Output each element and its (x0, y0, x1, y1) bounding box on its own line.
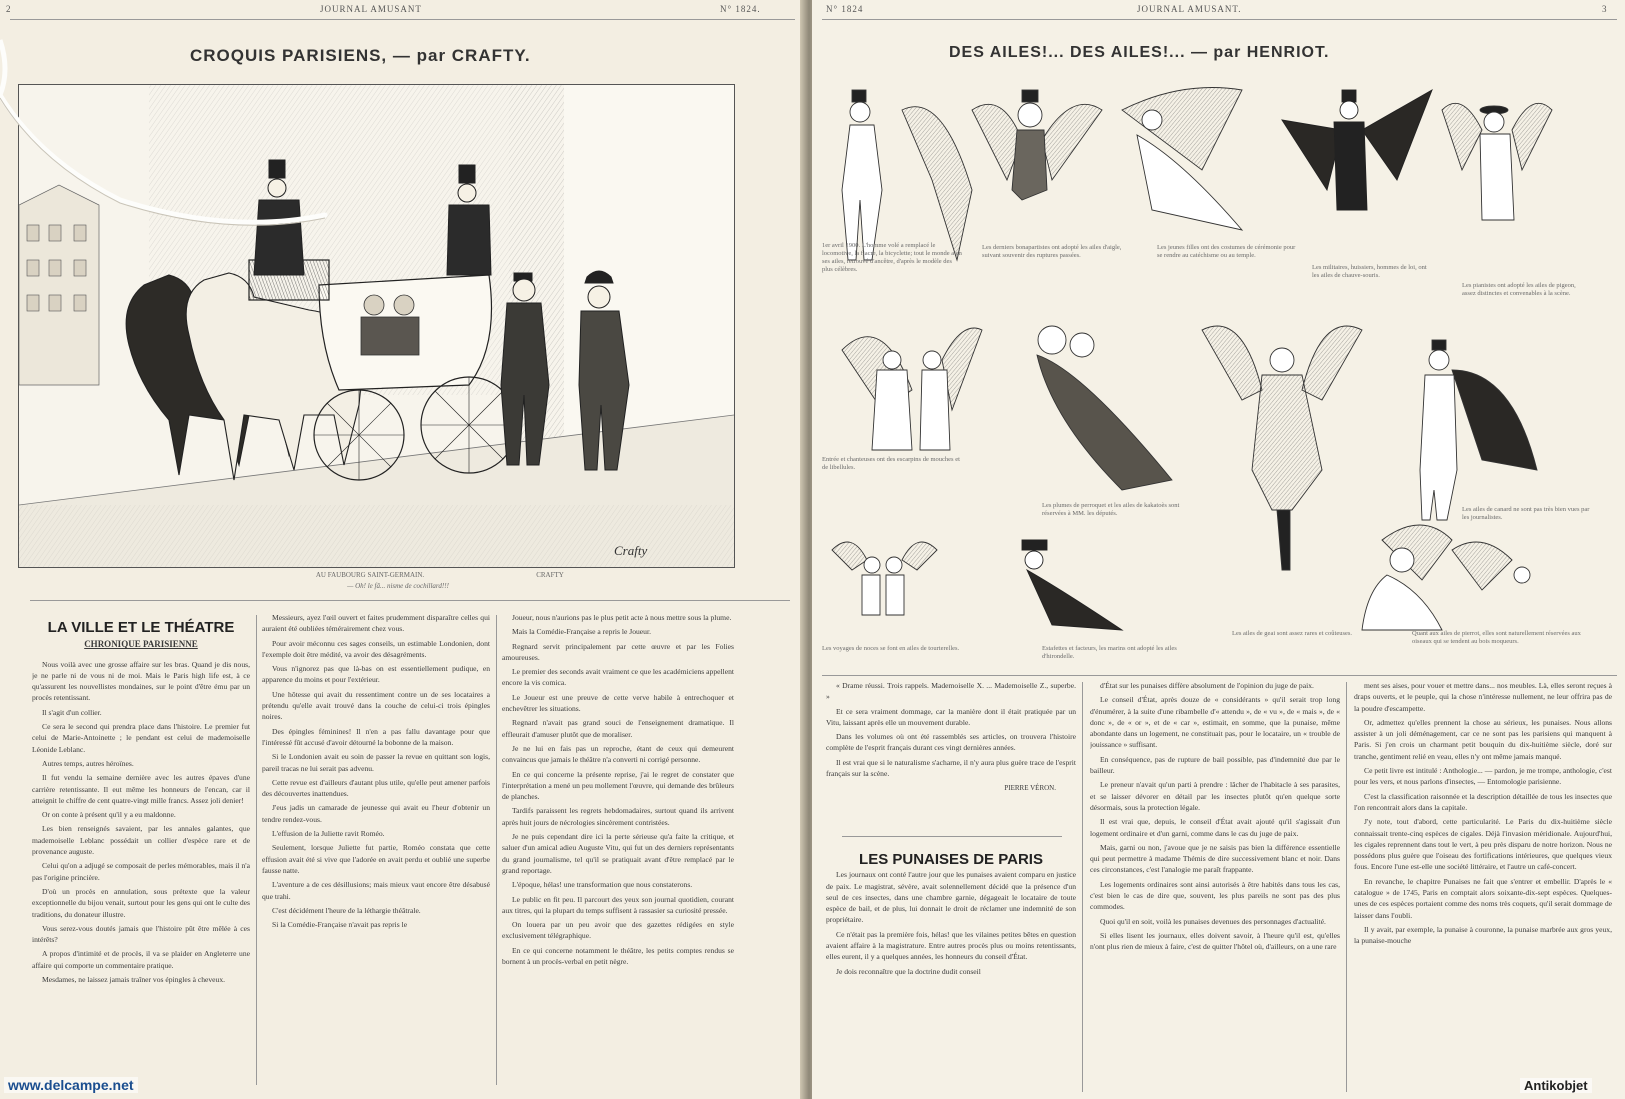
right-issue-number: N° 1824 (826, 4, 864, 14)
paragraph: L'époque, hélas! une transformation que nous constaterons. (512, 880, 693, 890)
paragraph: Je ne lui en fais pas un reproche, étant de ceux qui demeurent convaincus que jamais le théâtre n'a converti ni corrigé personne. (502, 743, 734, 765)
panel-caption-13: Quant aux ailes de pierrot, elles sont naturellement réservées aux oiseaux qui se tendent au bois moqueurs. (1412, 630, 1581, 645)
paragraph: Il est vrai que si le naturalisme s'acharne, il n'y aura plus guère trace de l'esprit français sur la scène. (826, 757, 1076, 779)
punaises-column-3 (1354, 680, 1612, 1092)
paragraph: Il y avait, par exemple, la punaise à couronne, la punaise marbrée aux gros yeux, la punaise-mouche (1354, 924, 1612, 946)
panels-rule (822, 675, 1617, 676)
section-title-croquis: CROQUIS PARISIENS, — par CRAFTY. (190, 46, 531, 65)
wings-cartoon-panels (822, 70, 1622, 670)
panel-caption-4: Les militaires, huissiers, hommes de loi, ont les ailes de chauve-souris. (1312, 264, 1427, 279)
left-page-number: 2 (6, 4, 12, 14)
crafty-signature: Crafty (614, 543, 648, 558)
paragraph: Il s'agit d'un collier. (42, 707, 102, 717)
article-subtitle-chronique: CHRONIQUE PARISIENNE (84, 639, 198, 650)
paragraph: Seulement, lorsque Juliette fut partie, Roméo constata que cette effusion avait été si vive que l'adorée en avait perdu et oublié une superbe fausse natte. (262, 843, 490, 875)
paragraph: En conséquence, pas de rupture de bail possible, pas d'indemnité due par le bailleur. (1090, 754, 1340, 776)
paragraph: Vous n'ignorez pas que là-bas on est essentiellement pudique, en apparence du moins et pour l'extérieur. (262, 664, 490, 685)
header-rule (822, 19, 1617, 20)
paragraph: Joueur, nous n'aurions pas le plus petit acte à nous mettre sous la plume. (512, 613, 732, 622)
paragraph: Messieurs, ayez l'œil ouvert et faites prudemment disparaître celles qui auraient été oubliées témérairement chez vous. (262, 613, 490, 634)
paragraph: Une hôtesse qui avait du ressentiment contre un de ses locataires a prétendu qu'elle avait trouvé dans la couche de celui-ci trois épingles noires. (262, 689, 490, 722)
paragraph: En revanche, le chapitre Punaises ne fait que s'entrer et embellir. D'après le « catalogue » de 1745, Paris en comptait alors soixante-dix-sept espèces. Quelques-unes de ces espèces portaient comme des noms très coquets, qu'il serait dommage de laisser dans l'oubli. (1354, 876, 1612, 920)
paragraph: Si le Londonien avait eu soin de passer la revue en quittant son logis, pareil tracas ne lui serait pas advenu. (262, 752, 490, 773)
panel-caption-12: Les ailes de geai sont assez rares et coûteuses. (1232, 630, 1353, 637)
paragraph: Le conseil d'État, après douze de « considérants » qu'il serait trop long d'énumérer, à la suite d'une ribambelle d'« attendu », de « vu », de « mais », de « donc », de « or », et de « car », estimait, en somme, que la punaise, même abondante dans un logement, ne constituait pas, pour le locataire, un « trouble de jouissance » suffisant. (1090, 695, 1340, 750)
paragraph: J'y note, tout d'abord, cette particularité. Le Paris du dix-huitième siècle connaissait trente-cinq espèces de cigales. Déjà l'invasion méridionale. Aujourd'hui, les cigales reprennent dans tout le vert, à peu près disparu de notre horizon. Nous ne possédons plus guère que l'oiseau des fortifications intérieures, que quelques vieux fous. Encore l'une est-elle une société littéraire, et l'autre un café-concert. (1354, 817, 1612, 872)
column-divider (1346, 682, 1347, 1092)
column-divider (1082, 682, 1083, 1092)
paragraph: Les logements ordinaires sont ainsi autorisés à être habités dans tous les cas, c'est bien le cas de dire que, souvent, les plus pareils ne sont pas des plus commodes. (1090, 879, 1340, 912)
paragraph: D'où un procès en annulation, sous prétexte que la valeur exceptionnelle du bijou venait, surtout pour les gens qui ont le culte des traditions, du donateur illustre. (32, 886, 250, 919)
paragraph: En ce qui concerne notamment le théâtre, les petits comptes rendus se bornent à un procès-verbal en petit nègre. (502, 945, 734, 967)
column-divider (496, 615, 497, 1085)
article-title-punaises: LES PUNAISES DE PARIS (859, 851, 1043, 868)
panel-caption-5: Les pianistes ont adopté les ailes de pigeon, assez distinctes et convenables à la scène. (1462, 282, 1576, 297)
right-running-title: JOURNAL AMUSANT. (1137, 4, 1242, 14)
paragraph: Ce n'était pas la première fois, hélas! que les vilaines petites bêtes en question avaient affaire à la magistrature. Entre autres procès plus ou moins retentissants, elles eurent, il y a quelques années, les honneurs du conseil d'État. (826, 929, 1076, 962)
paragraph: Il est vrai que, depuis, le conseil d'État avait ajouté qu'il s'agissait d'un logement ordinaire et d'un garni, comme dans le cas du juge de paix. (1090, 817, 1340, 838)
chronicle-continuation (826, 680, 1076, 828)
paragraph: Et ce sera vraiment dommage, car la manière dont il était pratiquée par un Vitu, laissant après elle un mouvement durable. (826, 706, 1076, 727)
paragraph: Cette revue est d'ailleurs d'autant plus utile, qu'elle peut amener parfois des découvertes inattendues. (262, 777, 490, 799)
paragraph: Il fut vendu la semaine dernière avec les autres épaves d'une carrière retentissante. Il eut même les honneurs de l'encan, car il atteignit le chiffre de cent quatre-vingt mille francs. Assez joli denier! (32, 773, 250, 805)
paragraph: Dans les volumes où ont été rassemblés ses articles, on trouvera l'histoire complète de l'esprit français durant ces vingt dernières années. (826, 732, 1076, 753)
punaises-column-1 (826, 842, 1076, 1092)
paragraph: « Drame réussi. Trois rappels. Mademoiselle X. ... Mademoiselle Z., superbe. » (826, 681, 1076, 702)
plate-credit: CRAFTY (536, 571, 564, 579)
paragraph: Pour avoir méconnu ces sages conseils, un estimable Londonien, dont l'exemple doit être médité, va avoir des désagréments. (262, 638, 490, 659)
chronicle-column-2 (262, 612, 490, 1088)
paragraph: Les bien renseignés savaient, par les annales galantes, que mademoiselle Leblanc possédait un collier d'espèce rare et de provenance auguste. (32, 824, 250, 857)
paragraph: Le Joueur est une preuve de cette verve habile à entrechoquer et enchevêtrer les situations. (502, 692, 734, 714)
plate-caption-1: AU FAUBOURG SAINT-GERMAIN. (315, 571, 425, 579)
right-page (812, 0, 1625, 1099)
column-divider (256, 615, 257, 1085)
plate-caption-2: — Oh! le fâ... nisme de cochillard!!! (347, 582, 449, 590)
paragraph: Je dois reconnaître que la doctrine dudit conseil (836, 966, 981, 976)
paragraph: Mais la Comédie-Française a repris le Joueur. (512, 627, 651, 637)
author-signature: PIERRE VÉRON. (1004, 784, 1056, 793)
paragraph: ment ses aises, pour vouer et mettre dans... nos meubles. Là, elles seront reçues à draps ouverts, et le peuple, qui la chose n'intéresse nullement, ne leur offrira pas de la poudre d'escampette. (1354, 681, 1612, 713)
paragraph: Ce sera le second qui prendra place dans l'histoire. Le premier fut celui de Marie-Antoinette ; le pendant est celui de mademoiselle Léonide Leblanc. (32, 722, 250, 754)
paragraph: d'État sur les punaises diffère absolument de l'opinion du juge de paix. (1100, 681, 1314, 690)
paragraph: Autres temps, autres héroïnes. (42, 758, 134, 768)
panel-caption-6: Entrée et chanteuses ont des escarpins de mouches et de libellules. (822, 456, 960, 471)
paragraph: Or, admettez qu'elles prennent la chose au sérieux, les punaises. Nous allons assister à un joli déménagement, car ce ne sont pas les parisiens qui manquent à Paris. Si j'en crois un charmant petit bouquin du dix-huitième siècle, doré sur tranche, gentiment relié en veau, elles n'y ont même jamais manqué. (1354, 717, 1612, 761)
chronicle-column-3 (502, 612, 734, 1088)
left-running-title: JOURNAL AMUSANT (320, 4, 422, 14)
paragraph: L'effusion de la Juliette ravit Roméo. (272, 829, 385, 839)
paragraph: Des épingles féminines! Il n'en a pas fallu davantage pour que l'intéressé fût accusé d'avoir détourné la bobonne de la maison. (262, 726, 490, 747)
paragraph: Mesdames, ne laissez jamais traîner vos épingles à cheveux. (42, 975, 226, 985)
paragraph: Le public en fit peu. Il parcourt des yeux son journal quotidien, courant aux titres, qui la plupart du temps suffisent à rassasier sa curiosité pressée. (502, 894, 734, 915)
panel-caption-1: 1er avril 1900. L'homme volé a remplacé le locomotive, la fiacre, la bicyclette; tout le monde a en ses ailes, retrouvé d'ancêtre, d'après le modèle des plus célèbres. (822, 242, 962, 273)
paragraph: Celui qu'on a adjugé se composait de perles mémorables, mais il n'a pas l'origine princière. (32, 861, 250, 882)
paragraph: Tardifs paraissent les regrets hebdomadaires, surtout quand ils arrivent après huit jours de nécrologies sincèrement contristées. (502, 806, 734, 827)
paragraph: C'est décidément l'heure de la léthargie théâtrale. (272, 905, 421, 915)
paragraph: Si la Comédie-Française n'avait pas repris le (272, 920, 408, 930)
left-issue-number: N° 1824. (720, 4, 761, 14)
delcampe-watermark: www.delcampe.net (4, 1077, 138, 1093)
panel-caption-9: Les ailes de canard ne sont pas très bien vues par les journalistes. (1462, 506, 1590, 521)
paragraph: C'est la classification raisonnée et la description détaillée de tous les insectes que l'on rencontrait alors dans la capitale. (1354, 791, 1612, 812)
paragraph: En ce qui concerne la présente reprise, j'ai le regret de constater que l'interprétation a mené un peu mollement l'œuvre, qui demande des brûleurs de planches. (502, 769, 734, 802)
article-title-ville-theatre: LA VILLE ET LE THÉATRE (47, 619, 235, 636)
panel-caption-7: Les plumes de perroquet et les ailes de kakatoès sont réservées à MM. les députés. (1042, 502, 1180, 517)
paragraph: Regnard n'avait pas grand souci de l'enseignement dramatique. Il effleurait d'amuser plutôt que de moraliser. (502, 718, 734, 739)
section-title-des-ailes: DES AILES!... DES AILES!... — par HENRIOT. (949, 44, 1330, 61)
paragraph: Je ne puis cependant dire ici la perte sérieuse qu'a faite la critique, et saluer d'un amical adieu Auguste Vitu, qui fut un des derniers représentants du grand journalisme, tel qu'il se pratiquait avant d'être remplacé par le grand reportage. (502, 832, 734, 875)
cable-overlay (0, 0, 330, 250)
paragraph: A propos d'intimité et de procès, il va se plaider en Angleterre une affaire qui comporte un commentaire pratique. (32, 949, 250, 970)
paragraph: Les journaux ont conté l'autre jour que les punaises avaient comparu en justice de paix. Le magistrat, sévère, avait solennellement décidé que la présence d'un seul de ces insectes, dans une chambre garnie, dégageait le locataire de toute espèce de bail, et de plus, lui donnait le droit de réclamer une indemnité de son propriétaire. (826, 870, 1076, 925)
article-rule (842, 836, 1062, 837)
panel-caption-3: Les jeunes filles ont des costumes de cérémonie pour se rendre au catéchisme ou au temple. (1157, 244, 1296, 259)
panel-caption-2: Les derniers bonapartistes ont adopté les ailes d'aigle, suivant souvenir des ruptures passées. (982, 244, 1122, 259)
seller-watermark: Antikobjet (1520, 1078, 1592, 1093)
right-page-number: 3 (1602, 4, 1608, 14)
panel-caption-10: Les voyages de noces se font en ailes de tourterelles. (822, 645, 960, 652)
paragraph: Mais, garni ou non, j'avoue que je ne saisis pas bien la différence essentielle qui peut permettre à madame Thémis de dire successivement blanc et noir. Dans ces circonstances, c'est l'analogie me paraît frappante. (1090, 842, 1340, 875)
paragraph: Le premier des seconds avait vraiment ce que les académiciens appellent encore la vis comica. (502, 667, 734, 688)
plate-rule (30, 600, 790, 601)
paragraph: L'aventure a de ces désillusions; mais mieux vaut encore être désabusé que trahi. (262, 880, 490, 901)
paragraph: Ce petit livre est intitulé : Anthologie... — pardon, je me trompe, anthologie, c'est pour les vers, et nous parlons d'insectes, — Entomologie parisienne. (1354, 766, 1612, 787)
paragraph: Le preneur n'avait qu'un parti à prendre : lâcher de l'habitacle à ses parasites, et se laisser dévorer en détail par les insectes plutôt qu'en quelque sorte désormais, sous la protection légale. (1090, 780, 1340, 812)
panel-caption-11: Estafettes et facteurs, les marins ont adopté les ailes d'hirondelle. (1042, 645, 1177, 660)
paragraph: Vous serez-vous doutés jamais que l'histoire pût être mêlée à ces intérêts? (32, 923, 250, 945)
left-page (0, 0, 807, 1099)
paragraph: Quoi qu'il en soit, voilà les punaises devenues des personnages d'actualité. (1100, 916, 1326, 926)
punaises-column-2 (1090, 680, 1340, 1092)
paragraph: Or on conte à présent qu'il y a eu maldonne. (42, 810, 176, 820)
paragraph: On louera par un peu avoir que des gazettes rédigées en style exclusivement télégraphique. (502, 920, 734, 941)
paragraph: Regnard servit principalement par cette œuvre et par les Folies amoureuses. (502, 641, 734, 662)
paragraph: Nous voilà avec une grosse affaire sur les bras. Quand je dis nous, je ne parle ni de vous ni de moi. Mais le Paris high life est, à ce qu'assurent les nouvellistes mondaines, sur le point d'être ému par un procès retentissant. (32, 659, 250, 703)
paragraph: Si elles lisent les journaux, elles doivent savoir, à l'heure qu'il est, qu'elles n'ont plus rien de mieux à faire, c'est de quitter l'hôtel où, d'ailleurs, on a une rare (1090, 930, 1340, 952)
paragraph: J'eus jadis un camarade de jeunesse qui avait eu l'heur d'obtenir un tendre rendez-vous. (262, 803, 490, 824)
chronicle-column-1 (32, 608, 250, 1088)
